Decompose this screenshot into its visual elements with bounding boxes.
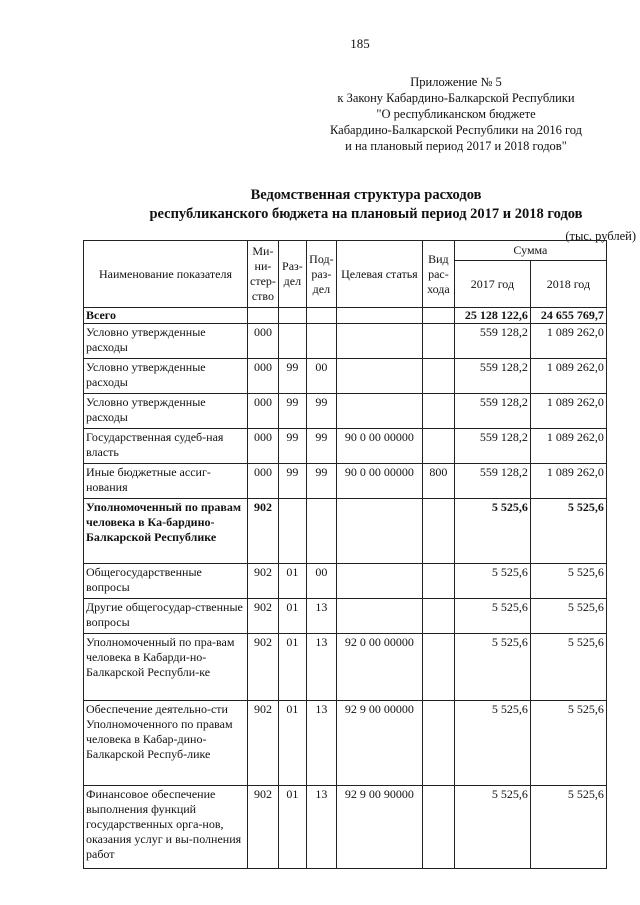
row-ministry: 902 (248, 786, 279, 869)
row-name: Уполномоченный по пра-вам человека в Кабарди-но-Балкарской Республи-ке (84, 634, 248, 701)
row-section (278, 499, 306, 564)
row-subsection (306, 324, 336, 359)
table-row (84, 786, 607, 869)
row-target (336, 308, 422, 324)
row-target: 90 0 00 00000 (336, 464, 422, 499)
row-ministry: 000 (248, 359, 279, 394)
appendix-line: "О республиканском бюджете (376, 107, 536, 121)
table-row (84, 308, 607, 324)
row-subsection: 13 (306, 634, 336, 701)
table-row (84, 324, 607, 359)
budget-table (83, 240, 607, 869)
row-subsection (306, 499, 336, 564)
row-value-2017: 25 128 122,6 (454, 308, 530, 324)
document-title (86, 186, 640, 224)
row-ministry (248, 308, 279, 324)
table-row (84, 634, 607, 701)
row-name: Уполномоченный по правам человека в Ка-бардино-Балкарской Республике (84, 499, 248, 564)
appendix-line: Кабардино-Балкарской Республики на 2016 год (329, 123, 583, 137)
row-section: 01 (278, 701, 306, 786)
row-name: Обеспечение деятельно-сти Уполномоченного по правам человека в Кабар-дино-Балкарской Респуб-лике (84, 701, 248, 786)
row-value-2018: 1 089 262,0 (530, 394, 606, 429)
row-value-2018: 1 089 262,0 (530, 429, 606, 464)
row-section: 01 (278, 564, 306, 599)
row-section: 99 (278, 359, 306, 394)
row-section: 99 (278, 429, 306, 464)
table-row (84, 464, 607, 499)
row-ministry: 902 (248, 701, 279, 786)
row-value-2018: 5 525,6 (530, 786, 606, 869)
table-row (84, 599, 607, 634)
header-subsection: Под-раз-дел (306, 241, 336, 308)
row-value-2017: 559 128,2 (454, 464, 530, 499)
row-ministry: 000 (248, 324, 279, 359)
row-subsection: 13 (306, 701, 336, 786)
row-type (422, 499, 454, 564)
row-section: 99 (278, 394, 306, 429)
row-value-2017: 559 128,2 (454, 429, 530, 464)
header-2017: 2017 год (454, 261, 530, 308)
title-line: Ведомственная структура расходов (250, 187, 482, 203)
row-type (422, 359, 454, 394)
row-target: 92 9 00 90000 (336, 786, 422, 869)
units-label: (тыс. рублей) (565, 229, 636, 243)
row-subsection: 13 (306, 786, 336, 869)
row-value-2018: 24 655 769,7 (530, 308, 606, 324)
header-sum: Сумма (454, 241, 606, 261)
row-type (422, 308, 454, 324)
table-row (84, 564, 607, 599)
row-type (422, 634, 454, 701)
appendix-line: и на плановый период 2017 и 2018 годов" (345, 139, 567, 153)
row-type: 800 (422, 464, 454, 499)
row-name: Условно утвержденные расходы (84, 394, 248, 429)
row-section: 01 (278, 786, 306, 869)
row-target: 92 9 00 00000 (336, 701, 422, 786)
appendix-block (296, 74, 616, 154)
row-ministry: 000 (248, 429, 279, 464)
row-target (336, 359, 422, 394)
row-target (336, 564, 422, 599)
row-value-2017: 559 128,2 (454, 359, 530, 394)
row-name: Иные бюджетные ассиг-нования (84, 464, 248, 499)
row-section (278, 324, 306, 359)
row-value-2018: 1 089 262,0 (530, 464, 606, 499)
header-type: Вид рас-хода (422, 241, 454, 308)
row-type (422, 429, 454, 464)
header-ministry: Ми-ни-стер-ство (248, 241, 279, 308)
table-body (84, 308, 607, 869)
row-name: Условно утвержденные расходы (84, 359, 248, 394)
row-value-2017: 5 525,6 (454, 634, 530, 701)
row-value-2017: 5 525,6 (454, 599, 530, 634)
row-ministry: 902 (248, 599, 279, 634)
row-name: Государственная судеб-ная власть (84, 429, 248, 464)
row-value-2018: 5 525,6 (530, 634, 606, 701)
row-type (422, 324, 454, 359)
header-section: Раз-дел (278, 241, 306, 308)
row-target (336, 394, 422, 429)
row-type (422, 786, 454, 869)
row-subsection: 13 (306, 599, 336, 634)
row-value-2018: 5 525,6 (530, 599, 606, 634)
page-number: 185 (350, 36, 370, 51)
row-name: Всего (84, 308, 248, 324)
row-type (422, 701, 454, 786)
row-ministry: 902 (248, 564, 279, 599)
row-target: 92 0 00 00000 (336, 634, 422, 701)
row-value-2017: 5 525,6 (454, 701, 530, 786)
row-ministry: 902 (248, 499, 279, 564)
header-target: Целевая статья (336, 241, 422, 308)
row-subsection: 99 (306, 394, 336, 429)
row-section (278, 308, 306, 324)
row-name: Другие общегосудар-ственные вопросы (84, 599, 248, 634)
appendix-line: к Закону Кабардино-Балкарской Республики (337, 91, 575, 105)
row-ministry: 000 (248, 464, 279, 499)
row-type (422, 564, 454, 599)
row-ministry: 000 (248, 394, 279, 429)
row-value-2018: 1 089 262,0 (530, 359, 606, 394)
row-subsection: 99 (306, 464, 336, 499)
row-target (336, 599, 422, 634)
row-value-2017: 5 525,6 (454, 786, 530, 869)
row-subsection: 99 (306, 429, 336, 464)
header-name: Наименование показателя (84, 241, 248, 308)
row-subsection (306, 308, 336, 324)
table-row (84, 359, 607, 394)
table-row (84, 429, 607, 464)
row-target (336, 324, 422, 359)
row-target (336, 499, 422, 564)
table-row (84, 701, 607, 786)
row-subsection: 00 (306, 359, 336, 394)
row-name: Общегосударственные вопросы (84, 564, 248, 599)
header-row (84, 241, 607, 261)
row-target: 90 0 00 00000 (336, 429, 422, 464)
row-value-2018: 5 525,6 (530, 499, 606, 564)
row-type (422, 599, 454, 634)
table-row (84, 499, 607, 564)
row-section: 01 (278, 599, 306, 634)
title-line: республиканского бюджета на плановый период 2017 и 2018 годов (149, 206, 583, 222)
row-subsection: 00 (306, 564, 336, 599)
row-value-2018: 1 089 262,0 (530, 324, 606, 359)
row-section: 01 (278, 634, 306, 701)
row-value-2018: 5 525,6 (530, 564, 606, 599)
row-section: 99 (278, 464, 306, 499)
row-ministry: 902 (248, 634, 279, 701)
row-value-2017: 559 128,2 (454, 324, 530, 359)
appendix-line: Приложение № 5 (410, 75, 502, 89)
row-name: Условно утвержденные расходы (84, 324, 248, 359)
table-row (84, 394, 607, 429)
row-value-2017: 5 525,6 (454, 564, 530, 599)
row-value-2017: 5 525,6 (454, 499, 530, 564)
row-type (422, 394, 454, 429)
row-value-2018: 5 525,6 (530, 701, 606, 786)
row-value-2017: 559 128,2 (454, 394, 530, 429)
header-2018: 2018 год (530, 261, 606, 308)
row-name: Финансовое обеспечение выполнения функций государственных орга-нов, оказания услуг и вы-полнения работ (84, 786, 248, 869)
